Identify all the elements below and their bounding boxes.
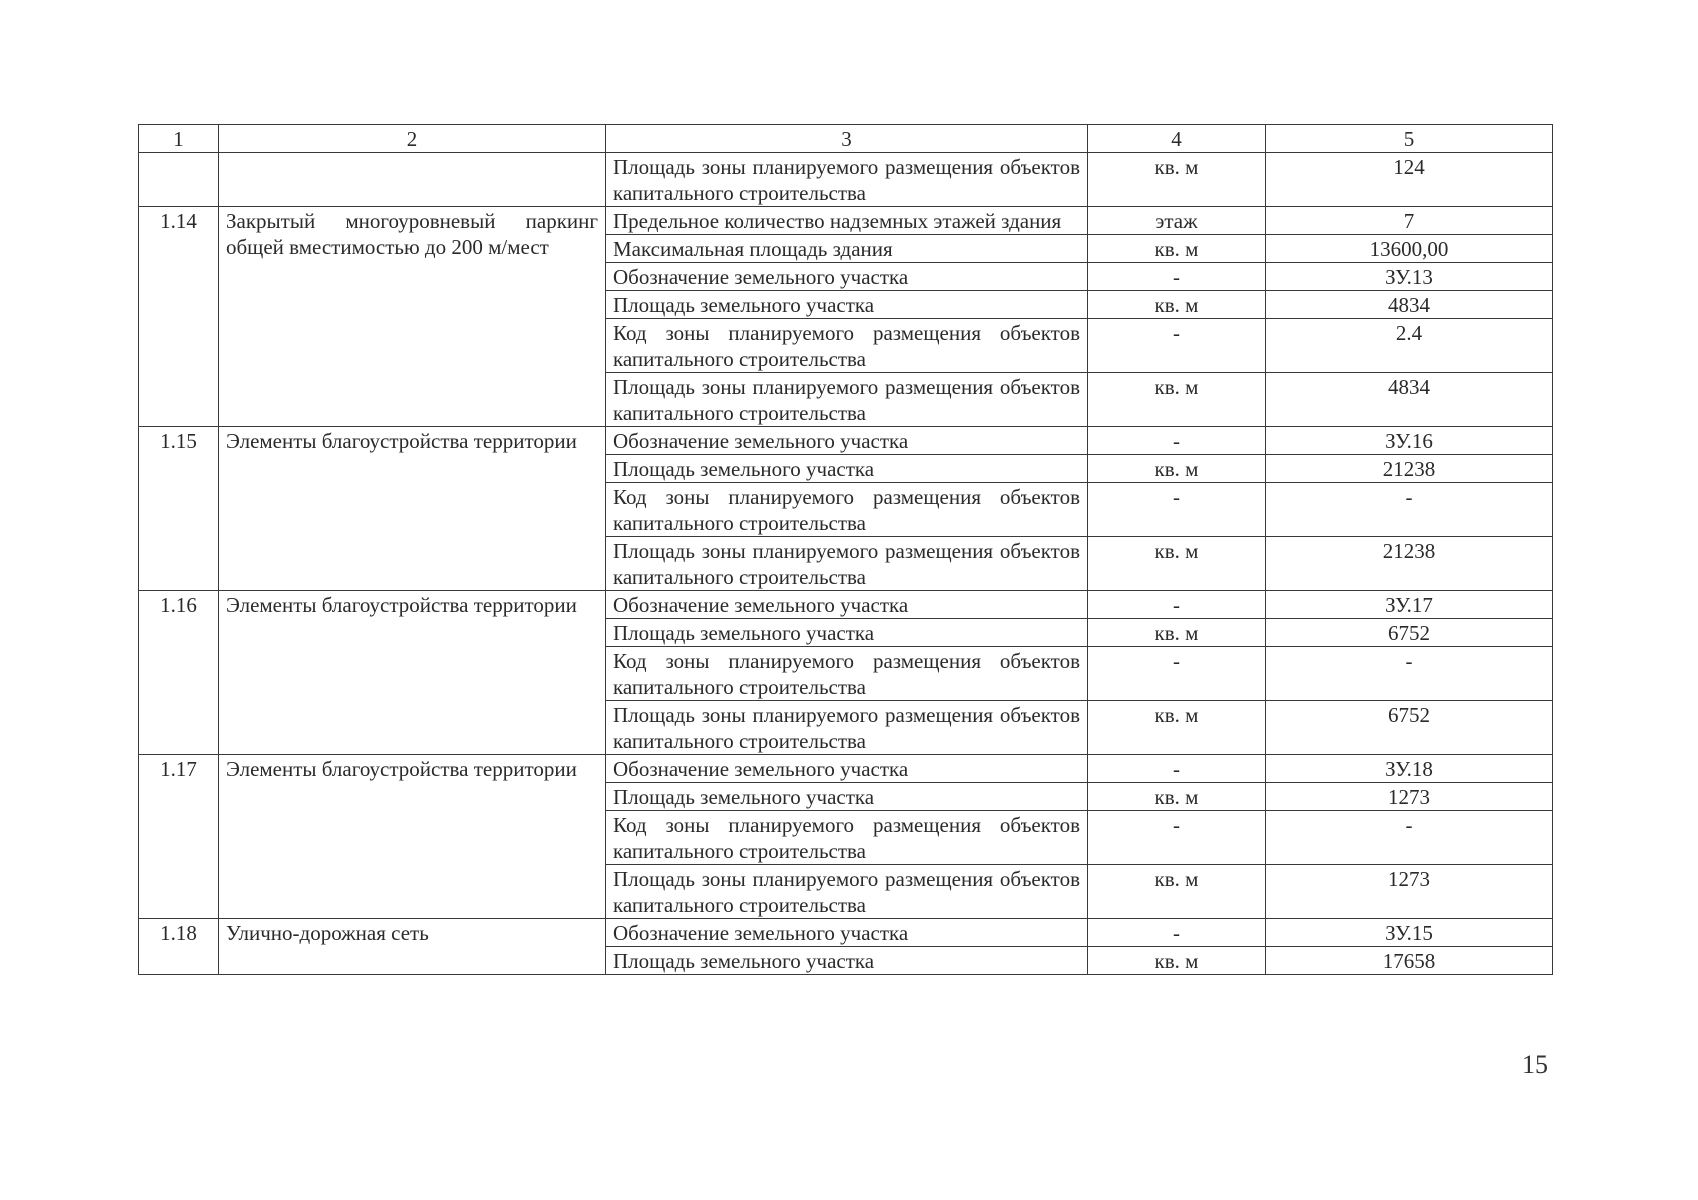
column-number-row [139, 125, 1553, 153]
value: 4834 [1266, 373, 1553, 427]
unit: кв. м [1088, 291, 1266, 319]
parameter-name: Площадь земельного участка [606, 947, 1088, 975]
value: 4834 [1266, 291, 1553, 319]
unit: - [1088, 591, 1266, 619]
parameter-name: Код зоны планируемого размещения объектов капитального строительства [606, 647, 1088, 701]
column-number-1: 1 [139, 125, 219, 153]
table-row [139, 919, 1553, 947]
parameter-name: Площадь зоны планируемого размещения объектов капитального строительства [606, 373, 1088, 427]
unit: кв. м [1088, 619, 1266, 647]
column-number-4: 4 [1088, 125, 1266, 153]
column-number-5: 5 [1266, 125, 1553, 153]
table-body [139, 125, 1553, 975]
object-name [219, 153, 606, 207]
unit: - [1088, 755, 1266, 783]
value: 21238 [1266, 455, 1553, 483]
unit: кв. м [1088, 235, 1266, 263]
parameter-name: Площадь земельного участка [606, 455, 1088, 483]
value: 17658 [1266, 947, 1553, 975]
unit: кв. м [1088, 153, 1266, 207]
parameter-name: Площадь земельного участка [606, 619, 1088, 647]
value: 124 [1266, 153, 1553, 207]
table-row [139, 591, 1553, 619]
table-row [139, 153, 1553, 207]
unit: кв. м [1088, 865, 1266, 919]
unit: - [1088, 919, 1266, 947]
parameter-name: Площадь зоны планируемого размещения объектов капитального строительства [606, 701, 1088, 755]
parameter-name: Обозначение земельного участка [606, 755, 1088, 783]
value: 2.4 [1266, 319, 1553, 373]
value: 6752 [1266, 701, 1553, 755]
parameters-table [138, 124, 1553, 975]
value: 1273 [1266, 783, 1553, 811]
value: ЗУ.17 [1266, 591, 1553, 619]
object-name: Закрытый многоуровневый паркинг общей вместимостью до 200 м/мест [219, 207, 606, 427]
parameter-name: Код зоны планируемого размещения объектов капитального строительства [606, 811, 1088, 865]
object-name: Элементы благоустройства территории [219, 427, 606, 591]
value: ЗУ.18 [1266, 755, 1553, 783]
unit: - [1088, 483, 1266, 537]
parameter-name: Обозначение земельного участка [606, 919, 1088, 947]
parameter-name: Код зоны планируемого размещения объектов капитального строительства [606, 319, 1088, 373]
value: ЗУ.15 [1266, 919, 1553, 947]
item-number: 1.14 [139, 207, 219, 427]
unit: кв. м [1088, 537, 1266, 591]
parameter-name: Код зоны планируемого размещения объектов капитального строительства [606, 483, 1088, 537]
value: 1273 [1266, 865, 1553, 919]
parameter-name: Обозначение земельного участка [606, 427, 1088, 455]
parameter-name: Площадь зоны планируемого размещения объектов капитального строительства [606, 865, 1088, 919]
unit: кв. м [1088, 947, 1266, 975]
column-number-2: 2 [219, 125, 606, 153]
value: - [1266, 483, 1553, 537]
parameter-name: Предельное количество надземных этажей здания [606, 207, 1088, 235]
value: - [1266, 811, 1553, 865]
unit: - [1088, 427, 1266, 455]
value: 21238 [1266, 537, 1553, 591]
parameter-name: Площадь земельного участка [606, 291, 1088, 319]
unit: - [1088, 647, 1266, 701]
value: 13600,00 [1266, 235, 1553, 263]
parameter-name: Обозначение земельного участка [606, 591, 1088, 619]
value: - [1266, 647, 1553, 701]
object-name: Улично-дорожная сеть [219, 919, 606, 975]
item-number: 1.15 [139, 427, 219, 591]
item-number: 1.16 [139, 591, 219, 755]
value: ЗУ.16 [1266, 427, 1553, 455]
unit: кв. м [1088, 455, 1266, 483]
table-row [139, 207, 1553, 235]
item-number [139, 153, 219, 207]
item-number: 1.18 [139, 919, 219, 975]
unit: - [1088, 263, 1266, 291]
page-number: 15 [1522, 1050, 1548, 1079]
unit: - [1088, 319, 1266, 373]
column-number-3: 3 [606, 125, 1088, 153]
value: ЗУ.13 [1266, 263, 1553, 291]
parameter-name: Площадь зоны планируемого размещения объектов капитального строительства [606, 153, 1088, 207]
object-name: Элементы благоустройства территории [219, 591, 606, 755]
unit: этаж [1088, 207, 1266, 235]
parameter-name: Площадь земельного участка [606, 783, 1088, 811]
value: 7 [1266, 207, 1553, 235]
unit: кв. м [1088, 701, 1266, 755]
parameter-name: Максимальная площадь здания [606, 235, 1088, 263]
table-row [139, 427, 1553, 455]
parameter-name: Площадь зоны планируемого размещения объектов капитального строительства [606, 537, 1088, 591]
table-row [139, 755, 1553, 783]
unit: кв. м [1088, 783, 1266, 811]
item-number: 1.17 [139, 755, 219, 919]
unit: - [1088, 811, 1266, 865]
parameter-name: Обозначение земельного участка [606, 263, 1088, 291]
unit: кв. м [1088, 373, 1266, 427]
object-name: Элементы благоустройства территории [219, 755, 606, 919]
value: 6752 [1266, 619, 1553, 647]
